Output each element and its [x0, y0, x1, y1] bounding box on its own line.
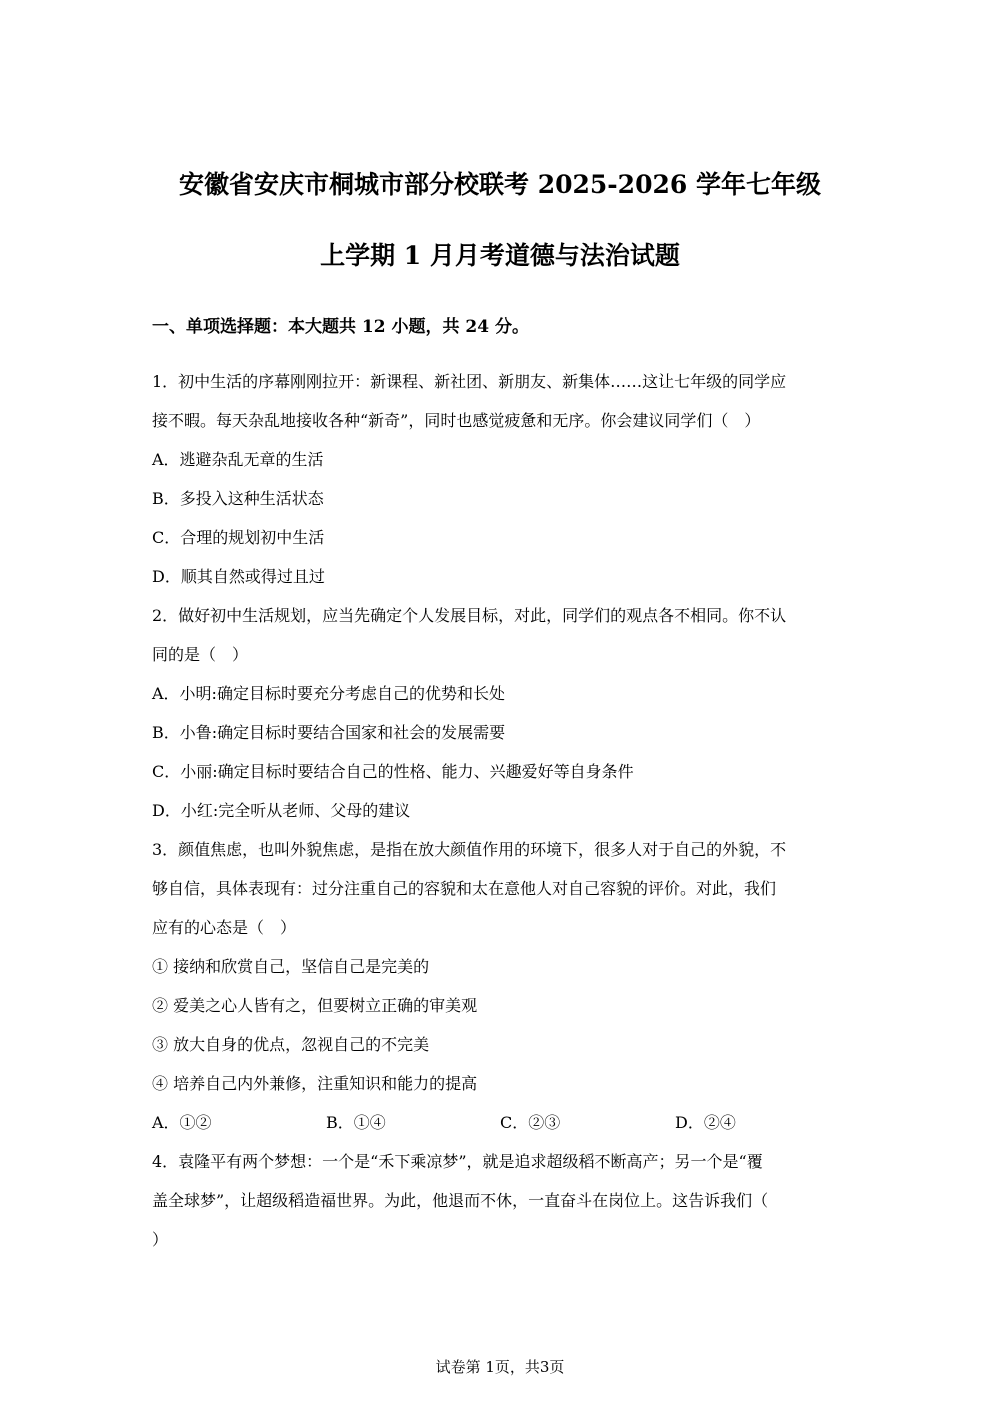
page-footer: 试卷第 1页，共3页	[435, 1358, 565, 1376]
question-2-option-a: A．小明:确定目标时要充分考虑自己的优势和长处	[152, 684, 505, 703]
question-3-stem-line-1: 3．颜值焦虑，也叫外貌焦虑，是指在放大颜值作用的环境下，很多人对于自己的外貌，不	[152, 840, 787, 859]
question-2-option-b: B．小鲁:确定目标时要结合国家和社会的发展需要	[152, 723, 506, 742]
question-1-stem-line-1: 1．初中生活的序幕刚刚拉开：新课程、新社团、新朋友、新集体……这让七年级的同学应	[152, 372, 787, 391]
question-2-stem-line-2: 同的是（ ）	[152, 645, 249, 664]
question-3-statement-3: ③ 放大自身的优点，忽视自己的不完美	[152, 1035, 430, 1054]
question-2-option-d: D．小红:完全听从老师、父母的建议	[152, 801, 411, 820]
question-4-stem-line-1: 4．袁隆平有两个梦想：一个是“禾下乘凉梦”，就是追求超级稻不断高产；另一个是“覆	[152, 1152, 763, 1171]
question-3-option-b: B．①④	[326, 1113, 386, 1132]
question-2-option-c: C．小丽:确定目标时要结合自己的性格、能力、兴趣爱好等自身条件	[152, 762, 634, 781]
question-3-statement-1: ① 接纳和欣赏自己，坚信自己是完美的	[152, 957, 430, 976]
question-1-option-d: D．顺其自然或得过且过	[152, 567, 325, 586]
question-1-option-b: B．多投入这种生活状态	[152, 489, 324, 508]
question-4-stem-line-3: ）	[152, 1230, 169, 1249]
question-1-option-a: A．逃避杂乱无章的生活	[152, 450, 324, 469]
question-1-stem-line-2: 接不暇。每天杂乱地接收各种“新奇”，同时也感觉疲惫和无序。你会建议同学们（ ）	[152, 411, 761, 430]
title-line-2: 上学期 1 月月考道德与法治试题	[320, 241, 680, 270]
question-3-statement-2: ② 爱美之心人皆有之，但要树立正确的审美观	[152, 996, 478, 1015]
question-3-option-a: A．①②	[152, 1113, 212, 1132]
question-3-statement-4: ④ 培养自己内外兼修，注重知识和能力的提高	[152, 1074, 478, 1093]
section-heading: 一、单项选择题：本大题共 12 小题，共 24 分。	[152, 317, 529, 337]
question-3-option-d: D．②④	[675, 1113, 736, 1132]
question-2-stem-line-1: 2．做好初中生活规划，应当先确定个人发展目标，对此，同学们的观点各不相同。你不认	[152, 606, 787, 625]
title-line-1: 安徽省安庆市桐城市部分校联考 2025-2026 学年七年级	[179, 170, 821, 199]
question-3-stem-line-3: 应有的心态是（ ）	[152, 918, 297, 937]
question-3-option-c: C．②③	[500, 1113, 561, 1132]
question-3-stem-line-2: 够自信，具体表现有：过分注重自己的容貌和太在意他人对自己容貌的评价。对此，我们	[152, 879, 777, 898]
question-1-option-c: C．合理的规划初中生活	[152, 528, 325, 547]
question-4-stem-line-2: 盖全球梦”，让超级稻造福世界。为此，他退而不休，一直奋斗在岗位上。这告诉我们（	[152, 1191, 769, 1210]
